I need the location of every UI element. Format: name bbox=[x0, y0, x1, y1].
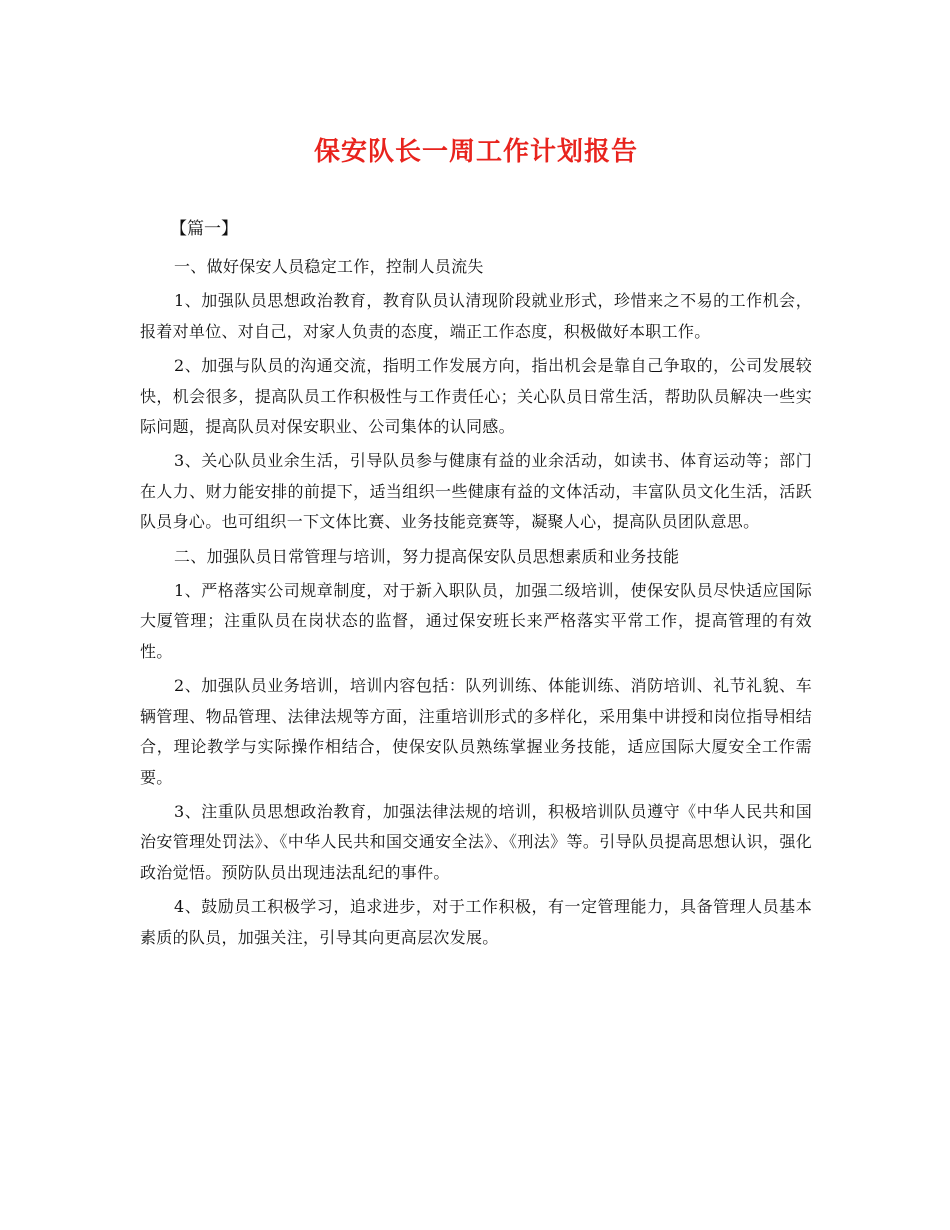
paragraph-1-1: 1、加强队员思想政治教育，教育队员认清现阶段就业形式，珍惜来之不易的工作机会，报着对单位、对自己，对家人负责的态度，端正工作态度，积极做好本职工作。 bbox=[140, 291, 812, 341]
paragraph-2-2: 2、加强队员业务培训，培训内容包括：队列训练、体能训练、消防培训、礼节礼貌、车辆管理、物品管理、法律法规等方面，注重培训形式的多样化，采用集中讲授和岗位指导相结合，理论教学与实际操作相结合，使保安队员熟练掌握业务技能，适应国际大厦安全工作需要。 bbox=[140, 676, 812, 787]
paragraph-2-3: 3、注重队员思想政治教育，加强法律法规的培训，积极培训队员遵守《中华人民共和国治安管理处罚法》、《中华人民共和国交通安全法》、《刑法》等。引导队员提高思想认识，强化政治觉悟。预防队员出现违法乱纪的事件。 bbox=[140, 801, 812, 882]
heading-one: 一、做好保安人员稳定工作，控制人员流失 bbox=[174, 257, 484, 276]
paragraph-1-3: 3、关心队员业余生活，引导队员参与健康有益的业余活动，如读书、体育运动等；部门在人力、财力能安排的前提下，适当组织一些健康有益的文体活动，丰富队员文化生活，活跃队员身心。也可组织一下文体比赛、业务技能竞赛等，凝聚人心，提高队员团队意思。 bbox=[140, 451, 812, 532]
section-tag: 【篇一】 bbox=[170, 219, 238, 239]
paragraph-2-4: 4、鼓励员工积极学习，追求进步，对于工作积极，有一定管理能力，具备管理人员基本素质的队员，加强关注，引导其向更高层次发展。 bbox=[140, 897, 812, 947]
document-title: 保安队长一周工作计划报告 bbox=[313, 137, 638, 167]
paragraph-2-1: 1、严格落实公司规章制度，对于新入职队员，加强二级培训，使保安队员尽快适应国际大厦管理；注重队员在岗状态的监督，通过保安班长来严格落实平常工作，提高管理的有效性。 bbox=[140, 581, 812, 661]
paragraph-1-2: 2、加强与队员的沟通交流，指明工作发展方向，指出机会是靠自己争取的，公司发展较快，机会很多，提高队员工作积极性与工作责任心；关心队员日常生活，帮助队员解决一些实际问题，提高队员对保安职业、公司集体的认同感。 bbox=[140, 356, 812, 437]
heading-two: 二、加强队员日常管理与培训，努力提高保安队员思想素质和业务技能 bbox=[174, 546, 680, 566]
